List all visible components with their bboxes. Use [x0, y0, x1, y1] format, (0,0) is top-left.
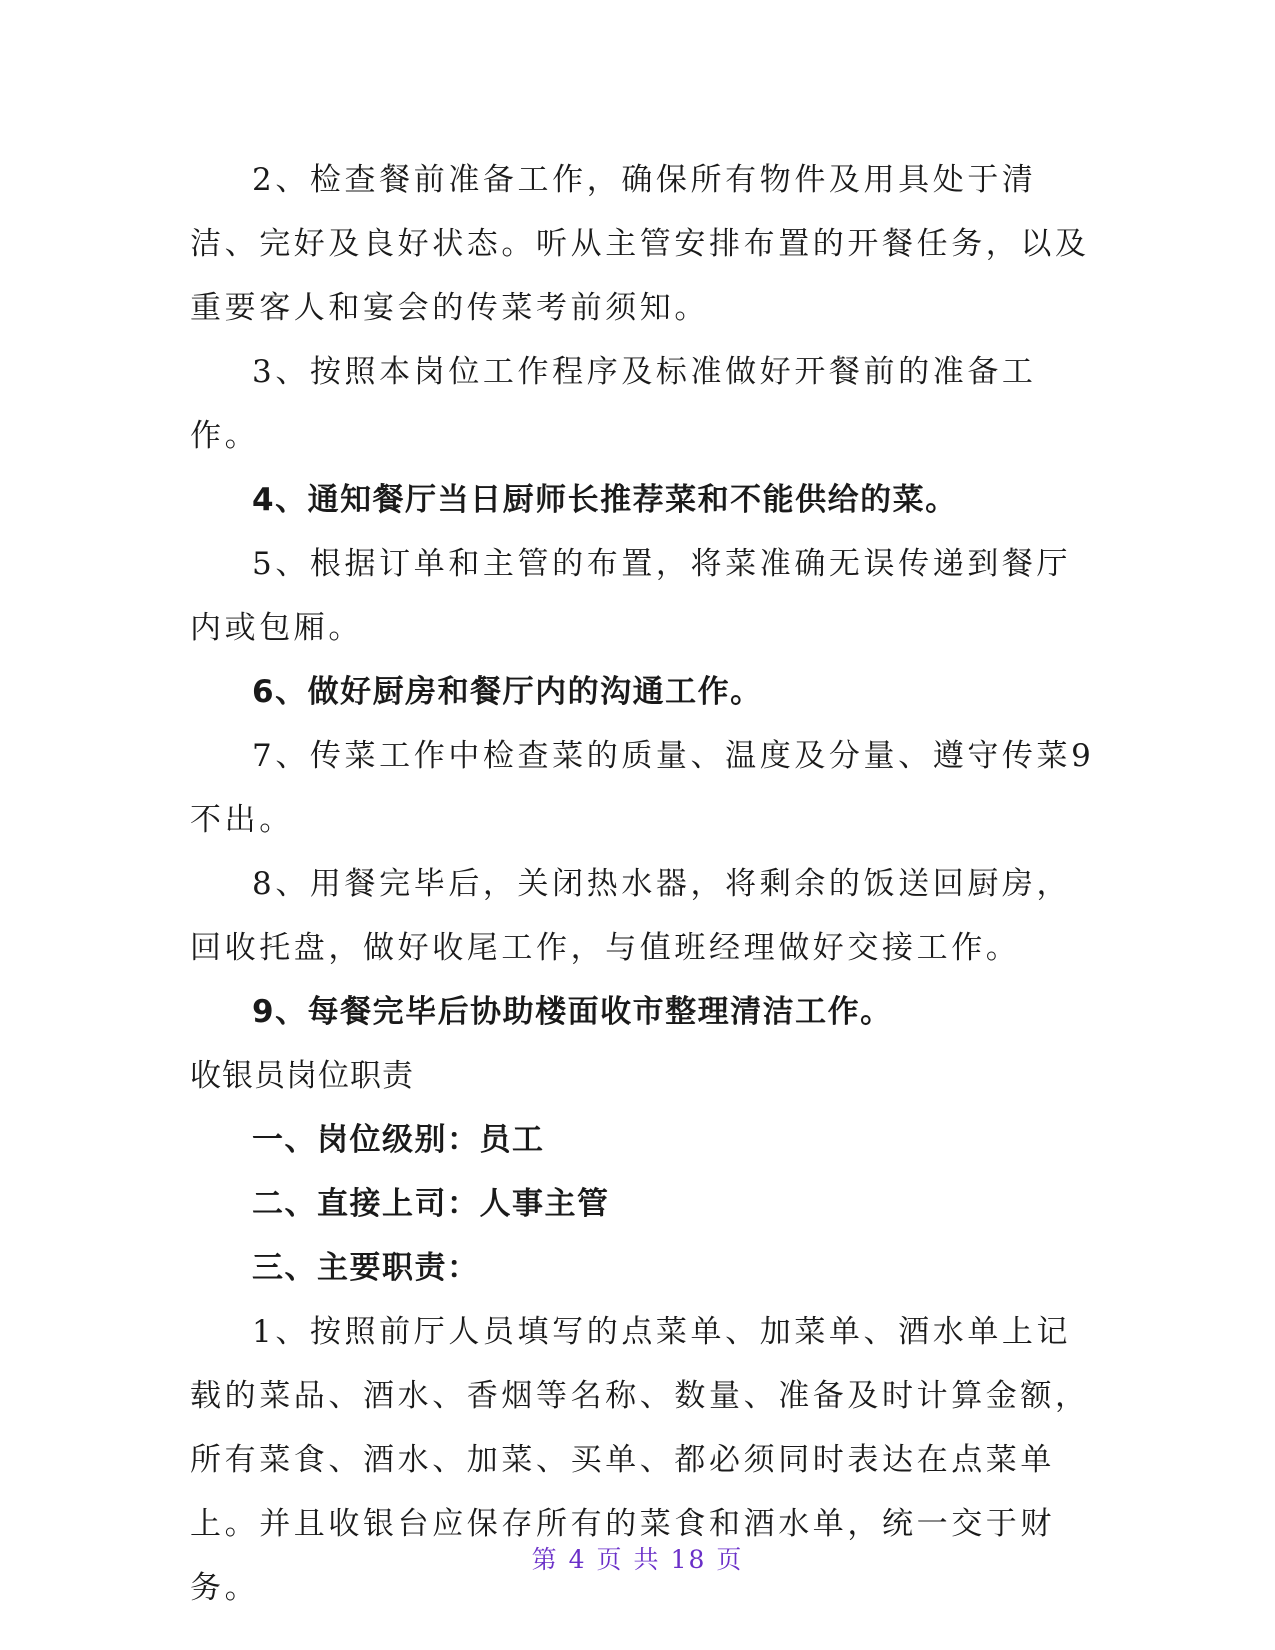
paragraph-item-5: 5、根据订单和主管的布置，将菜准确无误传递到餐厅内或包厢。 [190, 546, 1072, 646]
page-footer [0, 1540, 1275, 1576]
duty-item-1: 1、按照前厅人员填写的点菜单、加菜单、酒水单上记载的菜品、酒水、香烟等名称、数量、准备及时计算金额，所有菜食、酒水、加菜、买单、都必须同时表达在点菜单上。并且收银台应保存所有的菜食和酒水单，统一交于财务。 [190, 1314, 1090, 1606]
paragraph-item-2: 2、检查餐前准备工作，确保所有物件及用具处于清洁、完好及良好状态。听从主管安排布置的开餐任务，以及重要客人和宴会的传菜考前须知。 [190, 162, 1090, 326]
section-heading: 收银员岗位职责 [190, 1058, 414, 1094]
job-level: 一、岗位级别：员工 [252, 1122, 545, 1158]
document-body [190, 148, 1095, 1620]
footer-word: 页 [716, 1545, 744, 1574]
paragraph-item-3: 3、按照本岗位工作程序及标准做好开餐前的准备工作。 [190, 354, 1037, 454]
footer-word: 共 [633, 1545, 661, 1574]
direct-supervisor: 二、直接上司：人事主管 [252, 1186, 610, 1222]
paragraph-item-9: 9、每餐完毕后协助楼面收市整理清洁工作。 [252, 994, 893, 1030]
footer-word: 页 [596, 1545, 624, 1574]
current-page-number: 4 [568, 1545, 587, 1574]
paragraph-item-4: 4、通知餐厅当日厨师长推荐菜和不能供给的菜。 [252, 482, 958, 518]
paragraph-item-8: 8、用餐完毕后，关闭热水器，将剩余的饭送回厨房，回收托盘，做好收尾工作，与值班经理做好交接工作。 [190, 866, 1072, 966]
total-page-count: 18 [670, 1545, 707, 1574]
footer-word: 第 [531, 1545, 559, 1574]
paragraph-item-6: 6、做好厨房和餐厅内的沟通工作。 [252, 674, 763, 710]
main-duties-heading: 三、主要职责： [252, 1250, 480, 1286]
paragraph-item-7: 7、传菜工作中检查菜的质量、温度及分量、遵守传菜9不出。 [190, 738, 1095, 838]
